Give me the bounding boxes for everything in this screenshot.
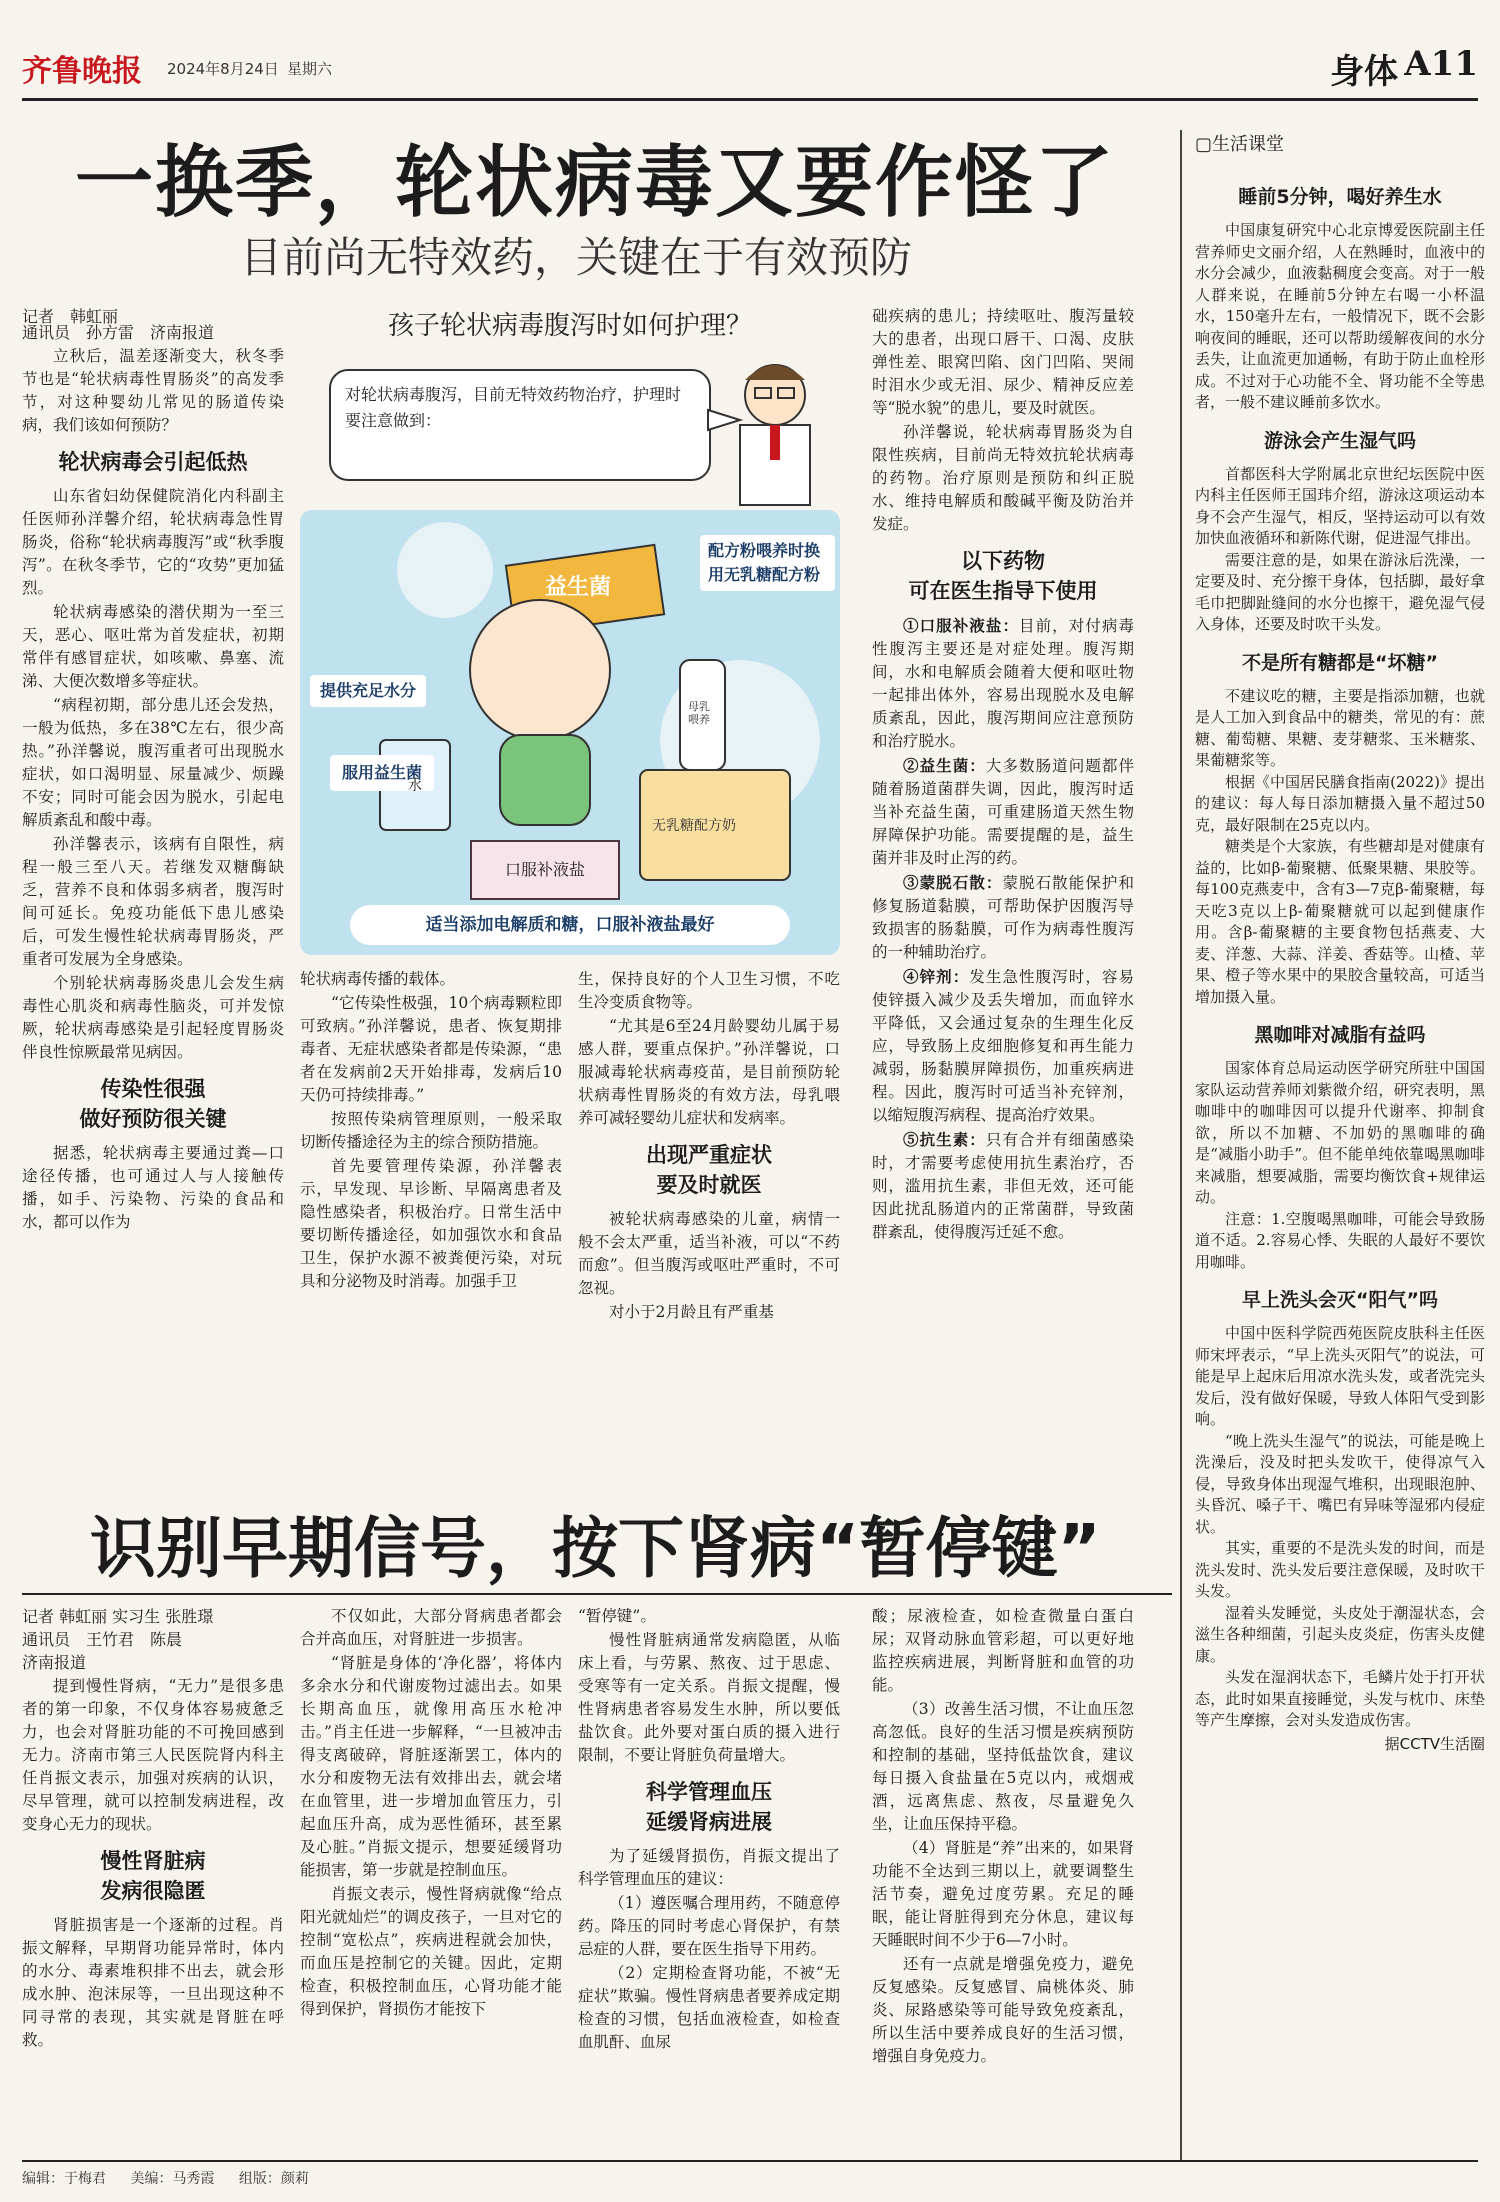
infographic-bubble-text: 对轮状病毒腹泻，目前无特效药物治疗，护理时要注意做到： [345, 385, 682, 430]
medication-text: 蒙脱石散能保护和修复肠道黏膜，可帮助保护因腹泻导致损害的肠黏膜，可作为病毒性腹泻的一种辅助治疗。 [872, 874, 1134, 961]
byline-reporter: 记者 韩虹丽 [22, 307, 119, 326]
subhead-hidden: 发病很隐匿 [100, 1879, 206, 1903]
article2-column-2 [300, 1605, 562, 2022]
paragraph: 础疾病的患儿；持续呕吐、腹泻量较大的患者，出现口唇干、口渴、皮肤弹性差、眼窝凹陷、囟门凹陷、哭闹时泪水少或无泪、尿少、精神反应差等“脱水貌”的患儿，要及时就医。 [872, 307, 1134, 417]
paragraph: 提到慢性肾病，“无力”是很多患者的第一印象，不仅身体容易疲惫乏力，也会对肾脏功能的不可挽回感到无力。济南市第三人民医院肾内科主任肖振文表示，加强对疾病的认识，尽早管理，就可以控制发病进程，改变身心无力的现状。 [22, 1677, 284, 1833]
paragraph: （3）改善生活习惯，不让血压忽高忽低。良好的生活习惯是疾病预防和控制的基础，坚持低盐饮食，建议每日摄入食盐量在5克以内，戒烟戒酒，远离焦虑、熬夜，尽量避免久坐，让血压保持平稳。 [872, 1700, 1134, 1833]
article2-column-3 [578, 1605, 840, 2055]
article1-column-1 [22, 305, 284, 1235]
sidebar-heading: 睡前5分钟，喝好养生水 [1238, 186, 1442, 208]
paragraph: 据悉，轮状病毒主要通过粪—口途径传播，也可通过人与人接触传播，如手、污染物、污染的食品和水，都可以作为 [22, 1144, 284, 1231]
byline-correspondent: 通讯员 孙方雷 济南报道 [22, 323, 215, 342]
paragraph: 湿着头发睡觉，头皮处于潮湿状态，会滋生各种细菌，引起头皮炎症，伤害头皮健康。 [1195, 1603, 1485, 1665]
paragraph: 首都医科大学附属北京世纪坛医院中医内科主任医师王国玮介绍，游泳这项运动本身不会产生湿气，相反，坚持运动可以有效加快血液循环和新陈代谢，促进湿气排出。 [1195, 464, 1485, 547]
subhead-severe: 出现严重症状 [646, 1143, 772, 1167]
top-rule [22, 98, 1478, 101]
tag-water: 提供充足水分 [310, 675, 426, 707]
footer [22, 2168, 329, 2188]
footer-layout: 组版：颜莉 [238, 2171, 309, 2187]
paragraph: 孙洋馨表示，该病有自限性，病程一般三至八天。若继发双糖酶缺乏，营养不良和体弱多病者，腹泻时间可延长。免疫功能低下患儿感染后，可发生慢性轮状病毒胃肠炎，严重者可发展为全身感染。 [22, 835, 284, 968]
medication-text: 目前，对付病毒性腹泻主要还是对症处理。腹泻期间，水和电解质会随着大便和呕吐物一起排出体外，容易出现脱水及电解质紊乱，因此，腹泻期间应注意预防和治疗脱水。 [872, 617, 1134, 750]
sidebar-heading: 黑咖啡对减脂有益吗 [1254, 1024, 1426, 1046]
subhead-contagious: 传染性很强 [100, 1077, 206, 1101]
paragraph: 为了延缓肾损伤，肖振文提出了科学管理血压的建议： [578, 1847, 840, 1888]
medication-name: ②益生菌： [903, 756, 986, 775]
tag-lactose-free: 配方粉喂养时换用无乳糖配方粉 [700, 535, 835, 591]
paragraph: （1）遵医嘱合理用药，不随意停药。降压的同时考虑心肾保护，有禁忌症的人群，要在医生指导下用药。 [578, 1894, 840, 1958]
subhead-ckd: 慢性肾脏病 [100, 1849, 206, 1873]
sidebar-heading: 早上洗头会灭“阳气”吗 [1242, 1289, 1438, 1311]
medication-item [872, 614, 1134, 753]
medication-text: 只有合并有细菌感染时，才需要考虑使用抗生素治疗，否则，滥用抗生素，非但无效，还可能因此扰乱肠道内的正常菌群，导致菌群紊乱，使得腹泻迁延不愈。 [872, 1131, 1134, 1241]
paragraph: “尤其是6至24月龄婴幼儿属于易感人群，要重点保护。”孙洋馨说，口服减毒轮状病毒疫苗，是目前预防轮状病毒性胃肠炎的有效方法，母乳喂养可减轻婴幼儿症状和发病率。 [578, 1017, 840, 1127]
infographic-title: 孩子轮状病毒腹泻时如何护理？ [387, 311, 752, 341]
paragraph: 个别轮状病毒肠炎患儿会发生病毒性心肌炎和病毒性脑炎，可并发惊厥，轮状病毒感染是引起轻度胃肠炎伴良性惊厥最常见病因。 [22, 974, 284, 1061]
medication-name: ①口服补液盐： [903, 616, 1020, 635]
paragraph: （2）定期检查肾功能，不被“无症状”欺骗。慢性肾病患者要养成定期检查的习惯，包括血液检查，如检查血肌酐、血尿 [578, 1964, 840, 2051]
paragraph: “晚上洗头生湿气”的说法，可能是晚上洗澡后，没及时把头发吹干，使得凉气入侵，导致身体出现湿气堆积，出现眼泡肿、头昏沉、嗓子干、嘴巴有异味等湿邪内侵症状。 [1195, 1431, 1485, 1536]
paragraph: 酸；尿液检查，如检查微量白蛋白尿；双肾动脉血管彩超，可以更好地监控疾病进展，判断肾脏和血管的功能。 [872, 1607, 1134, 1694]
sidebar-source: 据CCTV生活圈 [1384, 1734, 1485, 1753]
page-number: A11 [1404, 44, 1478, 84]
paragraph: 根据《中国居民膳食指南(2022)》提出的建议：每人每日添加糖摄入量不超过50克，最好限制在25克以内。 [1195, 772, 1485, 834]
footer-designer: 美编：马秀霞 [130, 2171, 215, 2187]
paragraph: 其实，重要的不是洗头发的时间，而是洗头发时、洗头发后要注意保暖，及时吹干头发。 [1195, 1539, 1485, 1600]
infographic-tip-strip: 适当添加电解质和糖，口服补液盐最好 [350, 905, 790, 945]
paragraph: 按照传染病管理原则，一般采取切断传播途径为主的综合预防措施。 [300, 1110, 562, 1151]
paragraph: 肾脏损害是一个逐渐的过程。肖振文解释，早期肾功能异常时，体内的水分、毒素堆积排不出去，就会形成水肿、泡沫尿等，一旦出现这种不同寻常的表现，其实就是肾脏在呼救。 [22, 1916, 284, 2049]
paragraph: 轮状病毒传播的载体。 [300, 970, 456, 988]
paragraph: 肖振文表示，慢性肾病就像“给点阳光就灿烂”的调皮孩子，一旦对它的控制“宽松点”，疾病进程就会加快，而血压是控制它的关键。因此，定期检查，积极控制血压，心肾功能才能得到保护，肾损伤才能按下 [300, 1885, 562, 2018]
paragraph: 注意：1.空腹喝黑咖啡，可能会导致肠道不适。2.容易心悸、失眠的人最好不要饮用咖啡。 [1195, 1209, 1485, 1271]
article1-intro: 立秋后，温差逐渐变大，秋冬季节也是“轮状病毒性胃肠炎”的高发季节，对这种婴幼儿常见的肠道传染病，我们该如何预防？ [22, 347, 284, 434]
paragraph: 糖类是个大家族，有些糖却是对健康有益的，比如β-葡聚糖、低聚果糖、果胶等。每100克燕麦中，含有3—7克β-葡聚糖，每天吃3克以上β-葡聚糖就可以起到健康作用。含β-葡聚糖的主要食物包括燕麦、大麦、洋葱、大蒜、洋姜、香菇等。山楂、苹果、橙子等水果中的果胶含量较高，可适当增加摄入量。 [1195, 837, 1485, 1006]
infographic [300, 305, 840, 955]
paragraph: 不建议吃的糖，主要是指添加糖，也就是人工加入到食品中的糖类，常见的有：蔗糖、葡萄糖、果糖、麦芽糖浆、玉米糖浆、果葡糖浆等。 [1195, 686, 1485, 769]
paragraph: 还有一点就是增强免疫力，避免反复感染。反复感冒、扁桃体炎、肺炎、尿路感染等可能导致免疫紊乱，所以生活中要养成良好的生活习惯，增强自身免疫力。 [872, 1955, 1134, 2065]
paragraph: “它传染性极强，10个病毒颗粒即可致病。”孙洋馨说，患者、恢复期排毒者、无症状感染者都是传染源，“患者在发病前2天开始排毒，发病后10天仍可持续排毒。” [300, 994, 562, 1104]
can-label: 无乳糖配方奶 [652, 818, 736, 834]
jar-label: 益生菌 [545, 575, 612, 600]
medication-name: ④锌剂： [903, 967, 970, 986]
tag-probiotics: 服用益生菌 [330, 755, 434, 791]
masthead [22, 40, 1478, 100]
medication-item [872, 754, 1134, 870]
medication-name: ⑤抗生素： [903, 1130, 986, 1149]
byline-reporter: 记者 韩虹丽 实习生 张胜璟 [22, 1607, 214, 1626]
paragraph: “肾脏是身体的‘净化器’，将体内多余水分和代谢废物过滤出去。如果长期高血压，就像用高压水枪冲击。”肖主任进一步解释，“一旦被冲击得支离破碎，肾脏逐渐罢工，体内的水分和废物无法有效排出去，就会堵在血管里，进一步增加血管压力，引起血压升高，成为恶性循环，甚至累及心脏。”肖振文提示，想要延缓肾功能损害，第一步就是控制血压。 [300, 1654, 562, 1879]
paragraph: 不仅如此，大部分肾病患者都会合并高血压，对肾脏进一步损害。 [300, 1607, 562, 1648]
section-name: 身体 [1330, 52, 1398, 92]
bottom-rule [22, 2160, 1478, 2162]
paragraph: “暂停键”。 [578, 1607, 656, 1625]
article1-subheadline: 目前尚无特效药，关键在于有效预防 [240, 233, 913, 282]
paragraph: 头发在湿润状态下，毛鳞片处于打开状态，此时如果直接睡觉，头发与枕巾、床垫等产生摩擦，会对头发造成伤害。 [1195, 1668, 1485, 1729]
medication-name: ③蒙脱石散： [903, 873, 1003, 892]
sidebar-column [1195, 170, 1485, 1755]
medication-item [872, 871, 1134, 964]
paragraph: 被轮状病毒感染的儿童，病情一般不会太严重，适当补液，可以“不药而愈”。但当腹泻或呕吐严重时，不可忽视。 [578, 1210, 840, 1297]
footer-editor: 编辑：于梅君 [22, 2171, 106, 2187]
medication-item [872, 965, 1134, 1127]
subhead-delay: 延缓肾病进展 [646, 1810, 772, 1834]
article1-column-2 [300, 968, 562, 1294]
article1-column-3 [578, 968, 840, 1325]
paragraph: “病程初期，部分患儿还会发热，一般为低热，多在38℃左右，很少高热。”孙洋馨说，腹泻重者可出现脱水症状，如口渴明显、尿量减少、烦躁不安；同时可能会因为脱水，引起电解质紊乱和酸中毒。 [22, 696, 284, 829]
subhead-seek-care: 要及时就医 [656, 1173, 762, 1197]
article1-column-4 [872, 305, 1134, 1245]
sidebar-heading: 不是所有糖都是“坏糖” [1242, 651, 1438, 674]
subhead-bp: 科学管理血压 [646, 1780, 772, 1804]
infographic-panel [300, 510, 840, 955]
article2-column-4 [872, 1605, 1134, 2069]
bottle-label: 母乳喂养 [688, 700, 710, 726]
cup-label: 水 [408, 778, 422, 794]
paragraph: 山东省妇幼保健院消化内科副主任医师孙洋馨介绍，轮状病毒急性胃肠炎，俗称“轮状病毒腹泻”或“秋季腹泻”。在秋冬季节，它的“攻势”更加猛烈。 [22, 487, 284, 597]
medication-item [872, 1128, 1134, 1244]
paragraph: 轮状病毒感染的潜伏期为一至三天，恶心、呕吐常为首发症状，初期常伴有感冒症状，如咳嗽、鼻塞、流涕、大便次数增多等症状。 [22, 603, 284, 690]
paragraph: 孙洋馨说，轮状病毒胃肠炎为自限性疾病，目前尚无特效抗轮状病毒的药物。治疗原则是预防和纠正脱水、维持电解质和酸碱平衡及防治并发症。 [872, 423, 1134, 533]
issue-weekday: 星期六 [287, 60, 333, 78]
sidebar-title [1195, 130, 1284, 156]
byline-location: 济南报道 [22, 1653, 87, 1672]
byline-correspondent: 通讯员 王竹君 陈晨 [22, 1630, 183, 1649]
article1-headline: 一换季，轮状病毒又要作怪了 [75, 138, 1116, 228]
medication-text: 大多数肠道问题都伴随着肠道菌群失调，因此，腹泻时适当补充益生菌，可重建肠道天然生物屏障保护功能。需要提醒的是，益生菌并非及时止泻的药。 [872, 757, 1134, 867]
subhead-drugs: 以下药物 [961, 549, 1045, 573]
sidebar-title-text: 生活课堂 [1212, 134, 1285, 155]
paragraph: 需要注意的是，如果在游泳后洗澡，一定要及时、充分擦干身体，包括脚，最好拿毛巾把脚趾缝间的水分也擦干，避免湿气侵入身体，还要及时吹干头发。 [1195, 550, 1485, 633]
subhead-doctor-guidance: 可在医生指导下使用 [908, 579, 1098, 603]
sidebar-title-icon: ▢ [1195, 134, 1213, 155]
paragraph: 国家体育总局运动医学研究所驻中国国家队运动营养师刘紫微介绍，研究表明，黑咖啡中的咖啡因可以提升代谢率、抑制食欲，所以不加糖、不加奶的黑咖啡的确是“减脂小助手”。但不能单纯依靠喝黑咖啡来减脂，想要减脂，需要均衡饮食+规律运动。 [1195, 1059, 1485, 1206]
paragraph: 生，保持良好的个人卫生习惯，不吃生冷变质食物等。 [578, 970, 840, 1011]
sidebar-heading: 游泳会产生湿气吗 [1263, 429, 1416, 452]
paragraph: 对小于2月龄且有严重基 [609, 1303, 774, 1321]
subhead-prevention: 做好预防很关键 [79, 1107, 227, 1131]
article2-column-1 [22, 1605, 284, 2053]
paragraph: 首先要管理传染源，孙洋馨表示，早发现、早诊断、早隔离患者及隐性感染者，积极治疗。日常生活中要切断传播途径，如加强饮水和食品卫生，保护水源不被粪便污染，对玩具和分泌物及时消毒。加强手卫 [300, 1157, 562, 1290]
article2-rule [22, 1593, 1172, 1595]
issue-date: 2024年8月24日 [167, 60, 279, 78]
subhead-low-fever: 轮状病毒会引起低热 [58, 450, 248, 474]
paragraph: 中国康复研究中心北京博爱医院副主任营养师史文丽介绍，人在熟睡时，血液中的水分会减少，血液黏稠度会变高。对于一般人群来说，在睡前5分钟左右喝一小杯温水，150毫升左右，一般情况下，既不会影响夜间的睡眠，还可以帮助缓解夜间的水分丢失，让血流更加通畅，有助于防止血栓形成。不过对于心功能不全、肾功能不全等患者，一般不建议睡前多饮水。 [1195, 221, 1485, 411]
paragraph: 中国中医科学院西苑医院皮肤科主任医师宋坪表示，“早上洗头灭阳气”的说法，可能是早上起床后用凉水洗头发，或者洗完头发后，没有做好保暖，导致人体阳气受到影响。 [1195, 1324, 1485, 1428]
salt-box-label: 口服补液盐 [470, 840, 620, 900]
paragraph: （4）肾脏是“养”出来的，如果肾功能不全达到三期以上，就要调整生活节奏，避免过度劳累。充足的睡眠，能让肾脏得到充分休息，建议每天睡眠时间不少于6—7小时。 [872, 1839, 1134, 1949]
article2-headline: 识别早期信号，按下肾病“暂停键” [90, 1510, 1101, 1587]
column-divider [1180, 130, 1182, 2160]
paragraph: 慢性肾脏病通常发病隐匿，从临床上看，与劳累、熬夜、过于思虑、受寒等有一定关系。肖振文提醒，慢性肾病患者容易发生水肿，所以要低盐饮食。此外要对蛋白质的摄入进行限制，不要让肾脏负荷量增大。 [578, 1631, 840, 1764]
medication-text: 发生急性腹泻时，容易使锌摄入减少及丢失增加，而血锌水平降低，又会通过复杂的生理生化反应，导致肠上皮细胞修复和再生能力减弱，肠黏膜屏障损伤，加重疾病进程。因此，腹泻时可适当补充锌剂，以缩短腹泻病程、提高治疗效果。 [872, 968, 1134, 1124]
newspaper-logo: 齐鲁晚报 [22, 54, 142, 89]
